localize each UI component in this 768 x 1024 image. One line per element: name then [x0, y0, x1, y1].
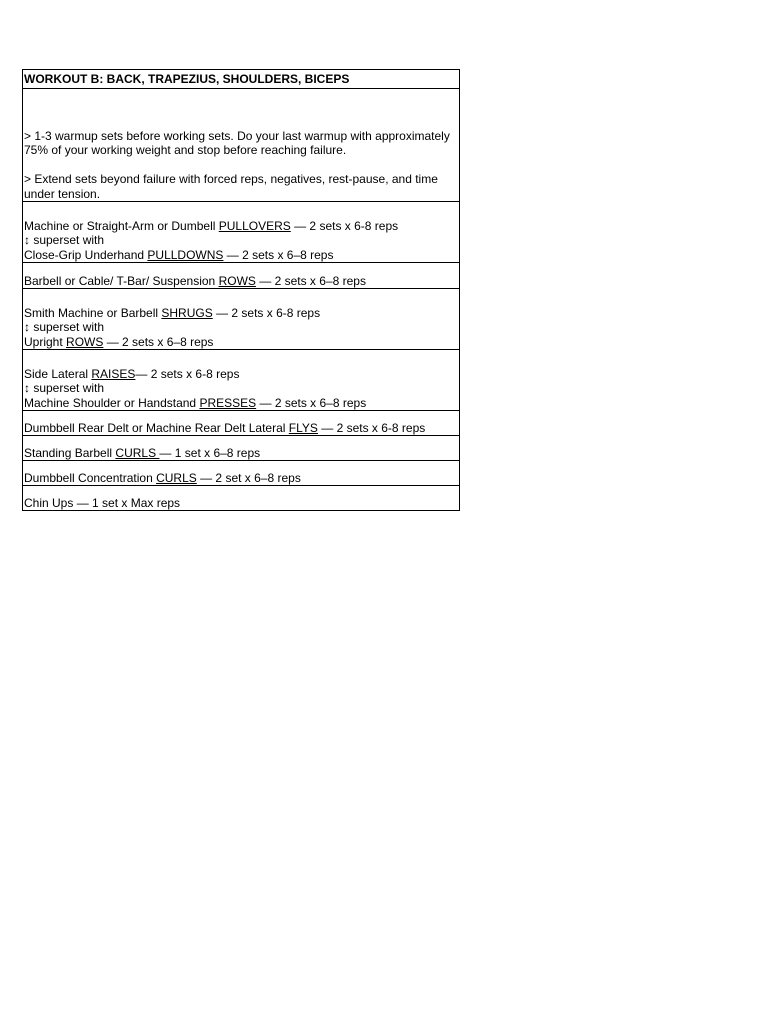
exercise-sets: — 2 sets x 6–8 reps [255, 273, 366, 288]
notes-cell [23, 89, 460, 202]
exercise-row [23, 289, 460, 350]
exercise-text: Standing Barbell [24, 445, 116, 460]
exercise-row [23, 436, 460, 461]
exercise-cell-rows [23, 263, 460, 289]
notes-row [23, 89, 460, 202]
exercise-name: ROWS [66, 334, 104, 349]
exercise-row [23, 461, 460, 486]
exercise-name: PULLDOWNS [147, 247, 224, 262]
exercise-line [24, 335, 459, 350]
superset-marker: ↕ superset with [24, 320, 105, 334]
title-row [23, 70, 460, 89]
exercise-line [24, 367, 459, 382]
exercise-text: Upright [24, 334, 67, 349]
exercise-line [24, 248, 459, 263]
exercise-cell-concentration-curls [23, 461, 460, 486]
exercise-row [23, 263, 460, 289]
exercise-cell-shrugs-rows [23, 289, 460, 350]
exercise-line [24, 306, 459, 321]
exercise-name: CURLS [115, 445, 160, 460]
exercise-name: FLYS [288, 420, 318, 435]
exercise-sets: — 2 sets x 6–8 reps [223, 247, 334, 262]
superset-marker: ↕ superset with [24, 381, 105, 395]
exercise-name: RAISES [91, 366, 136, 381]
exercise-text: Smith Machine or Barbell [24, 305, 162, 320]
exercise-name: ROWS [218, 273, 256, 288]
exercise-cell-chin-ups [23, 486, 460, 511]
exercise-text: Close-Grip Underhand [24, 247, 148, 262]
note-warmup: > 1-3 warmup sets before working sets. Do your last warmup with approximately 75% of your working weight and stop before reaching failure. [24, 128, 454, 157]
workout-table [22, 69, 460, 511]
exercise-row [23, 486, 460, 511]
exercise-sets: — 2 sets x 6–8 reps [103, 334, 214, 349]
exercise-text: Chin Ups — 1 set x Max reps [24, 495, 181, 510]
sheet-title: WORKOUT B: BACK, TRAPEZIUS, SHOULDERS, BICEPS [23, 70, 460, 89]
exercise-line [24, 219, 459, 234]
exercise-sets: — 2 sets x 6-8 reps [135, 366, 240, 381]
exercise-cell-flys [23, 411, 460, 436]
exercise-sets: — 2 sets x 6–8 reps [256, 395, 367, 410]
exercise-text: Dumbbell Rear Delt or Machine Rear Delt Lateral [24, 420, 289, 435]
exercise-text: Side Lateral [24, 366, 92, 381]
exercise-name: CURLS [156, 470, 197, 485]
exercise-row [23, 411, 460, 436]
exercise-cell-barbell-curls [23, 436, 460, 461]
exercise-sets: — 2 sets x 6-8 reps [290, 218, 399, 233]
exercise-text: Machine or Straight-Arm or Dumbell [24, 218, 219, 233]
exercise-text: Machine Shoulder or Handstand [24, 395, 200, 410]
exercise-cell-raises-presses [23, 350, 460, 411]
exercise-name: SHRUGS [161, 305, 213, 320]
exercise-text: Barbell or Cable/ T-Bar/ Suspension [24, 273, 219, 288]
superset-marker: ↕ superset with [24, 233, 105, 247]
exercise-cell-pullovers-pulldowns [23, 202, 460, 263]
exercise-row [23, 350, 460, 411]
exercise-row [23, 202, 460, 263]
exercise-sets: — 2 sets x 6-8 reps [212, 305, 321, 320]
exercise-text: Dumbbell Concentration [24, 470, 157, 485]
exercise-name: PULLOVERS [218, 218, 291, 233]
exercise-sets: — 1 set x 6–8 reps [159, 445, 261, 460]
exercise-sets: — 2 set x 6–8 reps [196, 470, 301, 485]
exercise-line [24, 396, 459, 411]
exercise-sets: — 2 sets x 6-8 reps [317, 420, 426, 435]
exercise-name: PRESSES [199, 395, 257, 410]
note-extend-sets: > Extend sets beyond failure with forced reps, negatives, rest-pause, and time under tension. [24, 172, 442, 201]
